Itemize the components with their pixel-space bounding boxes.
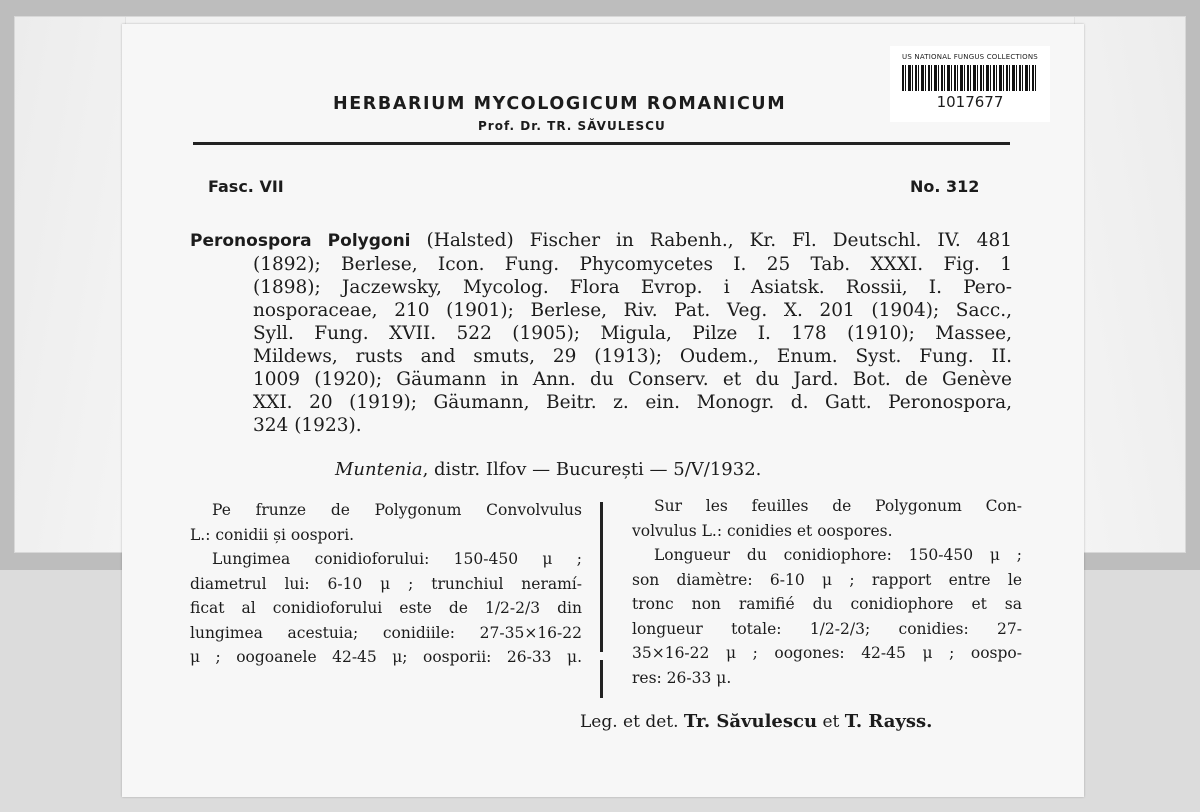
fr-line: volvulus L.: conidies et oospores. [632,521,893,540]
fr-line: son diamètre: 6-10 μ ; rapport entre le [632,570,1022,589]
specimen-number: No. 312 [910,177,980,196]
barcode-institution: US NATIONAL FUNGUS COLLECTIONS [902,53,1038,61]
fr-line: tronc non ramifié du conidiophore et sa [632,595,1022,613]
ro-line: diametrul lui: 6-10 μ ; trunchiul neramí- [190,574,582,593]
barcode-tag [890,46,1050,122]
ro-line: Lungimea conidioforului: 150-450 μ ; [212,550,582,568]
fr-line: res: 26-33 μ. [632,668,732,687]
column-divider [600,502,603,698]
citation-line-1: Peronospora Polygoni (Halsted) Fischer in Rabenh., Kr. Fl. Deutschl. IV. 481 [190,230,1012,251]
romanian-description [190,498,582,670]
barcode-number: 1017677 [936,93,1004,111]
herbarium-title: HERBARIUM MYCOLOGICUM ROMANICUM [333,94,787,114]
species-citation [190,229,1012,437]
citation-line-4: nosporaceae, 210 (1901); Berlese, Riv. Pat. Veg. X. 201 (1904); Sacc., [253,300,1012,321]
collector-first: Tr. Săvulescu [683,711,818,732]
fr-line: Sur les feuilles de Polygonum Con- [654,497,1022,515]
header-rule [193,142,1010,145]
ro-line: ficat al conidioforului este de 1/2-2/3 din [190,599,582,617]
fr-line: Longueur du conidiophore: 150-450 μ ; [654,546,1022,564]
locality-line [335,459,761,480]
ro-line: lungimea acestuia; conidiile: 27-35×16-22 [190,623,582,642]
ro-line: L.: conidii și oospori. [190,525,355,544]
collectors-prefix: Leg. et det. [580,712,684,732]
collector-second: T. Rayss. [844,711,933,732]
citation-line-7: 1009 (1920); Gäumann in Ann. du Conserv. et du Jard. Bot. de Genève [253,369,1012,390]
collectors-line [580,711,932,732]
fr-line: 35×16-22 μ ; oogones: 42-45 μ ; oospo- [632,644,1022,662]
citation-line-6: Mildews, rusts and smuts, 29 (1913); Oudem., Enum. Syst. Fung. II. [253,346,1012,367]
citation-line-3: (1898); Jaczewsky, Mycolog. Flora Evrop. i Asiatsk. Rossii, I. Pero- [253,277,1012,298]
ro-line: Pe frunze de Polygonum Convolvulus [212,501,582,519]
fascicle-label: Fasc. VII [208,177,284,196]
citation-line-2: (1892); Berlese, Icon. Fung. Phycomycetes I. 25 Tab. XXXI. Fig. 1 [253,254,1012,275]
species-name: Peronospora Polygoni [190,231,411,251]
citation-line-5: Syll. Fung. XVII. 522 (1905); Migula, Pilze I. 178 (1910); Massee, [253,323,1012,344]
barcode-bars [902,65,1038,91]
fr-line: longueur totale: 1/2-2/3; conidies: 27- [632,619,1022,638]
envelope-right-flap [1074,17,1185,552]
ro-line: μ ; oogoanele 42-45 μ; oosporii: 26-33 μ. [190,648,582,666]
envelope-left-flap [15,17,126,552]
herbarium-subtitle: Prof. Dr. TR. SĂVULESCU [478,119,666,133]
french-description [632,494,1022,690]
citation-line-9: 324 (1923). [253,415,362,436]
locality-region: Muntenia [335,459,423,480]
collectors-joiner: et [817,712,845,732]
citation-line-8: XXI. 20 (1919); Gäumann, Beitr. z. ein. Monogr. d. Gatt. Peronospora, [253,392,1012,413]
locality-details: , distr. Ilfov — București — 5/V/1932. [422,459,762,480]
